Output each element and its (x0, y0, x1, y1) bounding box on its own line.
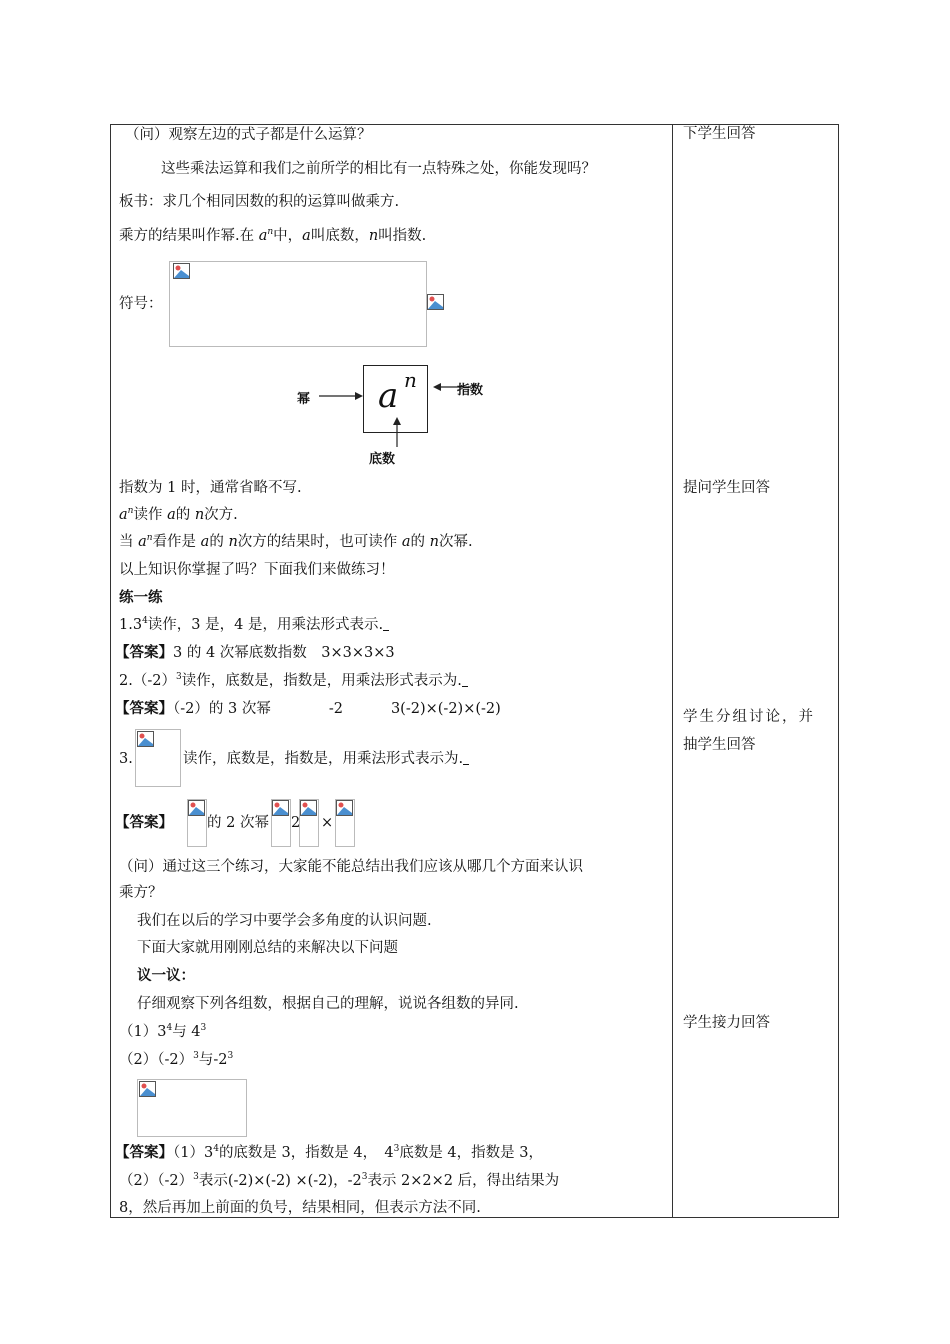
broken-image-icon (427, 294, 444, 310)
discuss-item-2: $(2)(-2)^3$与$-2^3$ (119, 1051, 234, 1068)
broken-image-icon (272, 800, 289, 816)
question-line-2: 这些乘法运算和我们之前所学的相比有一点特殊之处，你能发现吗？ (161, 161, 596, 177)
activity-note-2: 提问学生回答 (683, 480, 770, 496)
discuss-answer-2: $(2)(-2)^3$表示(-2)×(-2) ×(-2)，$-2^3$表示 2×2×2 后，得出结果为 (119, 1172, 560, 1189)
figure-exponent: n (404, 368, 417, 392)
broken-image-icon (139, 1081, 156, 1097)
answer-3-label: 【答案】 (115, 815, 173, 831)
broken-image-icon (137, 731, 154, 747)
discuss-answer-1: 【答案】$(1)3^4$的底数是 3，指数是 4， $4^3$底数是 4，指数是 3， (115, 1144, 543, 1161)
exponent-note: 指数为 1 时，通常省略不写. (119, 480, 302, 496)
broken-image-icon (300, 800, 317, 816)
discuss-title: 议一议： (137, 968, 195, 984)
answer-3-times: × (321, 815, 334, 831)
next-problem-note: 下面大家就用刚刚总结的来解决以下问题 (137, 940, 398, 956)
activity-note-3b: 抽学生回答 (683, 737, 756, 753)
figure-label-base: 底数 (369, 452, 396, 467)
activity-note-4: 学生接力回答 (683, 1015, 770, 1031)
answer-3-value: 2 (291, 815, 301, 831)
practice-2: $2.(-2)^3$读作，底数是，指数是，用乘法形式表示为. (119, 671, 468, 691)
broken-image-icon (336, 800, 353, 816)
image-placeholder (169, 261, 427, 347)
broken-image-icon (188, 800, 205, 816)
answer-1: 【答案】3 的 4 次幂底数指数 3×3×3×3 (115, 645, 395, 661)
practice-3-number: 3. (119, 751, 133, 767)
column-divider (672, 125, 673, 1217)
activity-note-3a: 学生分组讨论，并 (683, 709, 815, 725)
answer-2: 【答案】（-2）的 3 次幂 -2 3(-2)×(-2)×(-2) (115, 701, 501, 717)
power-diagram-arrows (291, 365, 521, 465)
symbol-label: 符号： (119, 296, 163, 312)
figure-label-exponent: 指数 (457, 383, 484, 398)
discuss-instruction: 仔细观察下列各组数，根据自己的理解，说说各组数的异同. (137, 996, 519, 1012)
board-note: 板书：求几个相同因数的积的运算叫做乘方. (119, 194, 400, 210)
discuss-answer-3: 8，然后再加上前面的负号，结果相同，但表示方法不同. (119, 1200, 481, 1216)
answer-3: 的 2 次幂 (207, 815, 269, 831)
transition-line: 以上知识你掌握了吗？下面我们来做练习！ (119, 562, 395, 578)
activity-note-1: 下学生回答 (683, 126, 756, 142)
multi-angle-note: 我们在以后的学习中要学会多角度的认识问题. (137, 913, 432, 929)
summary-question-1: （问）通过这三个练习，大家能不能总结出我们应该从哪几个方面来认识 (119, 859, 583, 875)
broken-image-icon (173, 263, 190, 279)
summary-question-2: 乘方？ (119, 885, 163, 901)
practice-1: $1.3^4$读作，3 是，4 是，用乘法形式表示. (119, 615, 389, 635)
power-definition: 乘方的结果叫作幂.在 $a^n$中，a叫底数，n叫指数. (119, 227, 427, 244)
question-line-1: （问）观察左边的式子都是什么运算？ (125, 127, 372, 143)
figure-label-power: 幂 (297, 392, 311, 407)
reading-rule-1: $a^n$读作 a的 n次方. (119, 506, 238, 523)
discuss-item-1: $(1)3^4$与 $4^3$ (119, 1023, 207, 1040)
practice-title: 练一练 (119, 590, 163, 606)
reading-rule-2: 当 $a^n$看作是 a的 n次方的结果时，也可读作 a的 n次幂. (119, 533, 473, 550)
practice-3: 读作，底数是，指数是，用乘法形式表示为. (183, 749, 469, 769)
lesson-table (110, 124, 839, 1218)
figure-base: a (378, 376, 399, 416)
